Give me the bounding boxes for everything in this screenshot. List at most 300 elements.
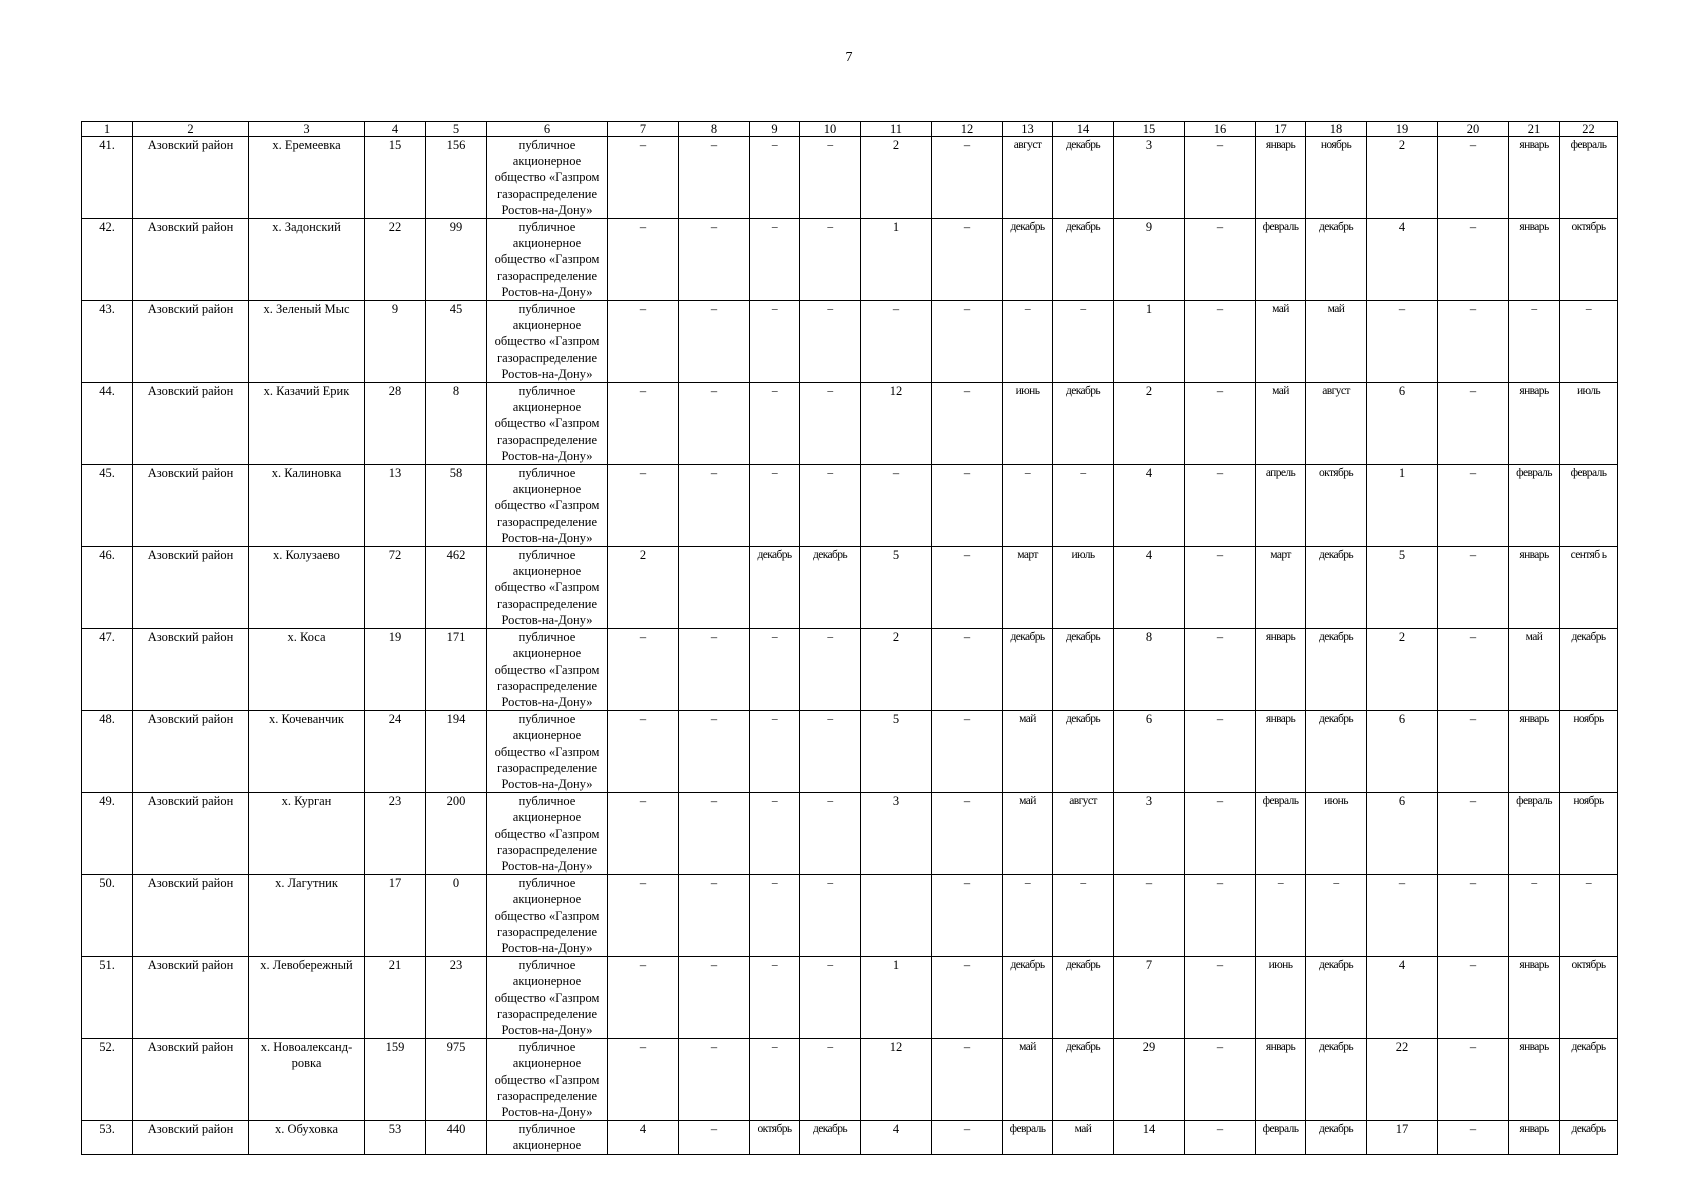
table-cell: – xyxy=(750,875,800,957)
table-cell: 13 xyxy=(365,465,426,547)
table-cell: декабрь xyxy=(1053,629,1114,711)
table-cell: 9 xyxy=(1114,219,1185,301)
table-cell: – xyxy=(608,793,679,875)
table-cell: х. Курган xyxy=(249,793,365,875)
table-cell: – xyxy=(679,793,750,875)
table-row xyxy=(82,957,1618,1039)
table-cell: – xyxy=(750,383,800,465)
table-cell: 23 xyxy=(365,793,426,875)
table-cell: х. Задонский xyxy=(249,219,365,301)
table-cell: публичное акционерное общество «Газпром газораспределение Ростов-на-Дону» xyxy=(487,711,608,793)
table-cell: – xyxy=(932,1039,1003,1121)
table-cell: – xyxy=(1185,547,1256,629)
table-cell: Азовский район xyxy=(133,711,249,793)
column-number: 15 xyxy=(1114,122,1185,137)
table-cell: – xyxy=(1438,137,1509,219)
table-cell: январь xyxy=(1256,137,1306,219)
table-cell: 51. xyxy=(82,957,133,1039)
table-cell: 21 xyxy=(365,957,426,1039)
table-cell: – xyxy=(800,465,861,547)
table-cell: декабрь xyxy=(1560,1121,1618,1154)
table-cell: – xyxy=(1438,957,1509,1039)
column-number: 13 xyxy=(1003,122,1053,137)
table-cell: 2 xyxy=(1367,629,1438,711)
table-cell: – xyxy=(1438,547,1509,629)
table-cell: март xyxy=(1256,547,1306,629)
table-cell: Азовский район xyxy=(133,957,249,1039)
table-cell: февраль xyxy=(1256,793,1306,875)
table-cell: июнь xyxy=(1256,957,1306,1039)
table-cell: – xyxy=(1185,875,1256,957)
table-cell: 4 xyxy=(1114,547,1185,629)
column-number: 21 xyxy=(1509,122,1560,137)
table-cell: Азовский район xyxy=(133,465,249,547)
table-cell: – xyxy=(932,957,1003,1039)
table-cell: Азовский район xyxy=(133,301,249,383)
table-cell: х. Зеленый Мыс xyxy=(249,301,365,383)
column-number: 11 xyxy=(861,122,932,137)
table-cell: – xyxy=(1185,629,1256,711)
table-cell: 8 xyxy=(1114,629,1185,711)
table-cell: х. Кочеванчик xyxy=(249,711,365,793)
table-cell: публичное акционерное общество «Газпром газораспределение Ростов-на-Дону» xyxy=(487,629,608,711)
table-cell: 4 xyxy=(1114,465,1185,547)
column-number: 2 xyxy=(133,122,249,137)
table-cell: публичное акционерное xyxy=(487,1121,608,1154)
table-cell: х. Новоалександ-ровка xyxy=(249,1039,365,1121)
table-cell: март xyxy=(1003,547,1053,629)
table-cell: Азовский район xyxy=(133,793,249,875)
table-cell: 4 xyxy=(1367,957,1438,1039)
table-cell: публичное акционерное общество «Газпром газораспределение Ростов-на-Дону» xyxy=(487,137,608,219)
table-cell: 6 xyxy=(1367,383,1438,465)
table-cell: 3 xyxy=(1114,137,1185,219)
table-cell: 23 xyxy=(426,957,487,1039)
table-cell: 15 xyxy=(365,137,426,219)
table-cell: 6 xyxy=(1114,711,1185,793)
table-cell: – xyxy=(932,219,1003,301)
table-cell: – xyxy=(932,711,1003,793)
table-cell: август xyxy=(1003,137,1053,219)
table-cell: февраль xyxy=(1256,219,1306,301)
table-cell: – xyxy=(1509,301,1560,383)
table-cell: декабрь xyxy=(1306,957,1367,1039)
column-number: 22 xyxy=(1560,122,1618,137)
table-cell: 1 xyxy=(861,219,932,301)
table-cell: – xyxy=(679,383,750,465)
table-cell: – xyxy=(800,219,861,301)
table-cell: май xyxy=(1053,1121,1114,1154)
table-cell: – xyxy=(1185,793,1256,875)
table-cell: х. Еремеевка xyxy=(249,137,365,219)
table-cell: 462 xyxy=(426,547,487,629)
column-number: 20 xyxy=(1438,122,1509,137)
table-cell: декабрь xyxy=(1306,629,1367,711)
table-cell: октябрь xyxy=(750,1121,800,1154)
table-cell: – xyxy=(750,219,800,301)
table-cell: – xyxy=(1185,1121,1256,1154)
table-cell: 200 xyxy=(426,793,487,875)
table-cell: публичное акционерное общество «Газпром газораспределение Ростов-на-Дону» xyxy=(487,465,608,547)
table-cell: – xyxy=(932,793,1003,875)
table-cell: 4 xyxy=(608,1121,679,1154)
table-cell: – xyxy=(800,793,861,875)
table-cell: – xyxy=(800,629,861,711)
table-cell: – xyxy=(932,1121,1003,1154)
column-number: 17 xyxy=(1256,122,1306,137)
table-cell: 2 xyxy=(861,137,932,219)
table-cell: – xyxy=(679,301,750,383)
table-cell: – xyxy=(1438,875,1509,957)
table-cell: 44. xyxy=(82,383,133,465)
table-cell: 19 xyxy=(365,629,426,711)
table-cell: – xyxy=(800,711,861,793)
table-cell: 5 xyxy=(861,547,932,629)
column-number: 19 xyxy=(1367,122,1438,137)
table-cell: – xyxy=(608,465,679,547)
table-cell: – xyxy=(800,383,861,465)
table-cell: 17 xyxy=(1367,1121,1438,1154)
table-cell: публичное акционерное общество «Газпром газораспределение Ростов-на-Дону» xyxy=(487,875,608,957)
table-cell: май xyxy=(1256,301,1306,383)
table-cell: – xyxy=(750,465,800,547)
column-number: 3 xyxy=(249,122,365,137)
table-cell: декабрь xyxy=(1306,1121,1367,1154)
table-cell: август xyxy=(1306,383,1367,465)
table-cell: – xyxy=(1185,1039,1256,1121)
table-cell: – xyxy=(608,957,679,1039)
table-cell: – xyxy=(861,465,932,547)
table-cell: – xyxy=(1306,875,1367,957)
table-cell: декабрь xyxy=(1053,1039,1114,1121)
table-cell: публичное акционерное общество «Газпром газораспределение Ростов-на-Дону» xyxy=(487,1039,608,1121)
table-cell: 45 xyxy=(426,301,487,383)
table-cell: – xyxy=(800,1039,861,1121)
table-cell: 0 xyxy=(426,875,487,957)
table-row xyxy=(82,711,1618,793)
table-cell: х. Обуховка xyxy=(249,1121,365,1154)
table-cell: январь xyxy=(1509,383,1560,465)
header-row xyxy=(82,122,1618,137)
column-number: 4 xyxy=(365,122,426,137)
table-cell: – xyxy=(932,875,1003,957)
table-cell: 4 xyxy=(861,1121,932,1154)
table-cell: публичное акционерное общество «Газпром газораспределение Ростов-на-Дону» xyxy=(487,957,608,1039)
table-cell: – xyxy=(1438,711,1509,793)
table-cell: – xyxy=(679,1039,750,1121)
table-cell: – xyxy=(679,875,750,957)
table-cell: 7 xyxy=(1114,957,1185,1039)
table-cell: 58 xyxy=(426,465,487,547)
table-cell: – xyxy=(608,1039,679,1121)
table-cell: 5 xyxy=(1367,547,1438,629)
table-cell: – xyxy=(1185,957,1256,1039)
table-cell: Азовский район xyxy=(133,629,249,711)
table-cell: 3 xyxy=(861,793,932,875)
table-cell: 47. xyxy=(82,629,133,711)
table-cell: декабрь xyxy=(1306,547,1367,629)
table-cell: 3 xyxy=(1114,793,1185,875)
column-number: 10 xyxy=(800,122,861,137)
table-cell: Азовский район xyxy=(133,1039,249,1121)
table-cell: 28 xyxy=(365,383,426,465)
table-cell: 48. xyxy=(82,711,133,793)
table-cell: – xyxy=(679,711,750,793)
table-cell: декабрь xyxy=(800,1121,861,1154)
table-cell: – xyxy=(750,301,800,383)
table-cell: – xyxy=(750,711,800,793)
table-cell: – xyxy=(1053,465,1114,547)
table-cell: – xyxy=(1367,301,1438,383)
table-cell: февраль xyxy=(1256,1121,1306,1154)
column-number: 7 xyxy=(608,122,679,137)
table-cell: – xyxy=(800,875,861,957)
column-number: 16 xyxy=(1185,122,1256,137)
table-row xyxy=(82,301,1618,383)
table-cell: декабрь xyxy=(1053,957,1114,1039)
table-cell: – xyxy=(932,547,1003,629)
table-cell: июнь xyxy=(1306,793,1367,875)
table-cell: 2 xyxy=(608,547,679,629)
table-cell: январь xyxy=(1256,629,1306,711)
table-cell: – xyxy=(800,301,861,383)
table-cell: декабрь xyxy=(1003,219,1053,301)
table-cell: 45. xyxy=(82,465,133,547)
table-cell: Азовский район xyxy=(133,875,249,957)
table-cell: декабрь xyxy=(1306,711,1367,793)
table-cell: 52. xyxy=(82,1039,133,1121)
table-cell: публичное акционерное общество «Газпром газораспределение Ростов-на-Дону» xyxy=(487,383,608,465)
table-cell: май xyxy=(1003,793,1053,875)
table-cell: 22 xyxy=(365,219,426,301)
table-cell: – xyxy=(1185,137,1256,219)
table-cell: апрель xyxy=(1256,465,1306,547)
table-cell: – xyxy=(1003,465,1053,547)
table-cell: 29 xyxy=(1114,1039,1185,1121)
table-cell: Азовский район xyxy=(133,547,249,629)
table-cell: Азовский район xyxy=(133,137,249,219)
table-cell: х. Колузаево xyxy=(249,547,365,629)
table-row xyxy=(82,629,1618,711)
table-cell: – xyxy=(1003,875,1053,957)
table-cell: – xyxy=(608,301,679,383)
table-cell: – xyxy=(608,383,679,465)
table-cell: – xyxy=(932,465,1003,547)
page-number: 7 xyxy=(845,50,853,65)
table-cell: декабрь xyxy=(1053,137,1114,219)
table-row xyxy=(82,793,1618,875)
table-cell: – xyxy=(861,301,932,383)
table-cell: 24 xyxy=(365,711,426,793)
table-cell: – xyxy=(932,629,1003,711)
table-cell: 99 xyxy=(426,219,487,301)
table-cell: – xyxy=(1438,1039,1509,1121)
table-cell: – xyxy=(608,711,679,793)
table-cell: – xyxy=(1185,383,1256,465)
table-cell: ноябрь xyxy=(1560,711,1618,793)
table-cell: 975 xyxy=(426,1039,487,1121)
table-cell: 14 xyxy=(1114,1121,1185,1154)
table-cell: февраль xyxy=(1560,137,1618,219)
table-cell: октябрь xyxy=(1306,465,1367,547)
table-cell: 8 xyxy=(426,383,487,465)
table-cell: январь xyxy=(1509,957,1560,1039)
table-cell: 2 xyxy=(861,629,932,711)
table-cell: – xyxy=(679,137,750,219)
table-cell: – xyxy=(1560,875,1618,957)
table-cell: 159 xyxy=(365,1039,426,1121)
table-cell: – xyxy=(679,219,750,301)
table-cell: 2 xyxy=(1114,383,1185,465)
table-cell: июль xyxy=(1560,383,1618,465)
table-cell: 440 xyxy=(426,1121,487,1154)
table-row xyxy=(82,465,1618,547)
table-cell: – xyxy=(1438,465,1509,547)
table-cell: – xyxy=(679,465,750,547)
table-cell: май xyxy=(1306,301,1367,383)
table-cell: – xyxy=(1438,383,1509,465)
table-cell: 42. xyxy=(82,219,133,301)
table-cell: май xyxy=(1256,383,1306,465)
table-cell: декабрь xyxy=(800,547,861,629)
table-cell: 53 xyxy=(365,1121,426,1154)
table-cell: 6 xyxy=(1367,793,1438,875)
column-number: 14 xyxy=(1053,122,1114,137)
table-cell: 4 xyxy=(1367,219,1438,301)
table-cell: х. Левобережный xyxy=(249,957,365,1039)
table-cell: – xyxy=(750,629,800,711)
table-row xyxy=(82,875,1618,957)
table-cell: – xyxy=(1185,711,1256,793)
table-cell: х. Калиновка xyxy=(249,465,365,547)
column-number: 18 xyxy=(1306,122,1367,137)
table-cell: – xyxy=(1053,875,1114,957)
table-cell: х. Казачий Ерик xyxy=(249,383,365,465)
table-cell: декабрь xyxy=(1003,629,1053,711)
table-cell: сентяб ь xyxy=(1560,547,1618,629)
table-cell: – xyxy=(1053,301,1114,383)
table-cell: 53. xyxy=(82,1121,133,1154)
table-cell: декабрь xyxy=(1053,383,1114,465)
table-row xyxy=(82,1121,1618,1154)
table-cell: – xyxy=(1438,1121,1509,1154)
table-cell: – xyxy=(800,957,861,1039)
table-cell: 156 xyxy=(426,137,487,219)
column-number: 8 xyxy=(679,122,750,137)
table-cell: июль xyxy=(1053,547,1114,629)
table-cell: 22 xyxy=(1367,1039,1438,1121)
table-cell: 49. xyxy=(82,793,133,875)
table-cell: январь xyxy=(1509,219,1560,301)
table-row xyxy=(82,1039,1618,1121)
table-cell: публичное акционерное общество «Газпром газораспределение Ростов-на-Дону» xyxy=(487,219,608,301)
table-cell: – xyxy=(1114,875,1185,957)
table-cell: 5 xyxy=(861,711,932,793)
table-cell: 1 xyxy=(1367,465,1438,547)
table-cell: октябрь xyxy=(1560,219,1618,301)
table-row xyxy=(82,547,1618,629)
table-cell: октябрь xyxy=(1560,957,1618,1039)
table-cell: Азовский район xyxy=(133,383,249,465)
table-cell: ноябрь xyxy=(1306,137,1367,219)
table-cell: февраль xyxy=(1560,465,1618,547)
column-number: 5 xyxy=(426,122,487,137)
table-cell xyxy=(679,547,750,629)
table-cell: – xyxy=(1438,219,1509,301)
column-number: 12 xyxy=(932,122,1003,137)
table-cell: публичное акционерное общество «Газпром газораспределение Ростов-на-Дону» xyxy=(487,301,608,383)
table-cell: х. Лагутник xyxy=(249,875,365,957)
table-cell: – xyxy=(750,137,800,219)
table-cell: – xyxy=(1256,875,1306,957)
column-number: 1 xyxy=(82,122,133,137)
table-cell: – xyxy=(932,137,1003,219)
table-cell: январь xyxy=(1509,1121,1560,1154)
table-cell: – xyxy=(679,957,750,1039)
table-cell: декабрь xyxy=(1306,219,1367,301)
table-cell: – xyxy=(608,137,679,219)
table-cell: – xyxy=(800,137,861,219)
table-cell: – xyxy=(1185,219,1256,301)
table-cell: январь xyxy=(1509,547,1560,629)
table-cell: публичное акционерное общество «Газпром газораспределение Ростов-на-Дону» xyxy=(487,793,608,875)
table-cell: 171 xyxy=(426,629,487,711)
table-cell: 46. xyxy=(82,547,133,629)
gasification-table xyxy=(81,121,1618,1155)
table-cell: Азовский район xyxy=(133,219,249,301)
table-cell: декабрь xyxy=(1560,629,1618,711)
table-cell: – xyxy=(750,1039,800,1121)
table-cell: февраль xyxy=(1509,465,1560,547)
table-cell: – xyxy=(1560,301,1618,383)
table-row xyxy=(82,137,1618,219)
table-cell: – xyxy=(608,875,679,957)
table-cell: х. Коса xyxy=(249,629,365,711)
table-cell: январь xyxy=(1509,137,1560,219)
table-cell: – xyxy=(679,1121,750,1154)
table-cell: – xyxy=(1003,301,1053,383)
table-cell: – xyxy=(608,219,679,301)
table-cell: – xyxy=(608,629,679,711)
table-cell: февраль xyxy=(1509,793,1560,875)
table-cell: декабрь xyxy=(1003,957,1053,1039)
table-cell: январь xyxy=(1256,1039,1306,1121)
table-cell: 72 xyxy=(365,547,426,629)
table-cell: – xyxy=(932,383,1003,465)
table-cell: декабрь xyxy=(1560,1039,1618,1121)
table-cell: 12 xyxy=(861,383,932,465)
table-cell: декабрь xyxy=(1053,219,1114,301)
table-cell: 9 xyxy=(365,301,426,383)
table-cell: декабрь xyxy=(1053,711,1114,793)
table-cell: январь xyxy=(1256,711,1306,793)
table-cell: 194 xyxy=(426,711,487,793)
table-cell: 17 xyxy=(365,875,426,957)
table-cell: 1 xyxy=(861,957,932,1039)
table-cell: – xyxy=(932,301,1003,383)
table-cell: май xyxy=(1509,629,1560,711)
table-cell: – xyxy=(1185,465,1256,547)
table-cell: – xyxy=(1185,301,1256,383)
table-row xyxy=(82,219,1618,301)
table-cell: 2 xyxy=(1367,137,1438,219)
column-number: 9 xyxy=(750,122,800,137)
table-cell: ноябрь xyxy=(1560,793,1618,875)
table-cell: – xyxy=(750,793,800,875)
table-cell: – xyxy=(1438,629,1509,711)
table-cell: Азовский район xyxy=(133,1121,249,1154)
table-cell: 1 xyxy=(1114,301,1185,383)
